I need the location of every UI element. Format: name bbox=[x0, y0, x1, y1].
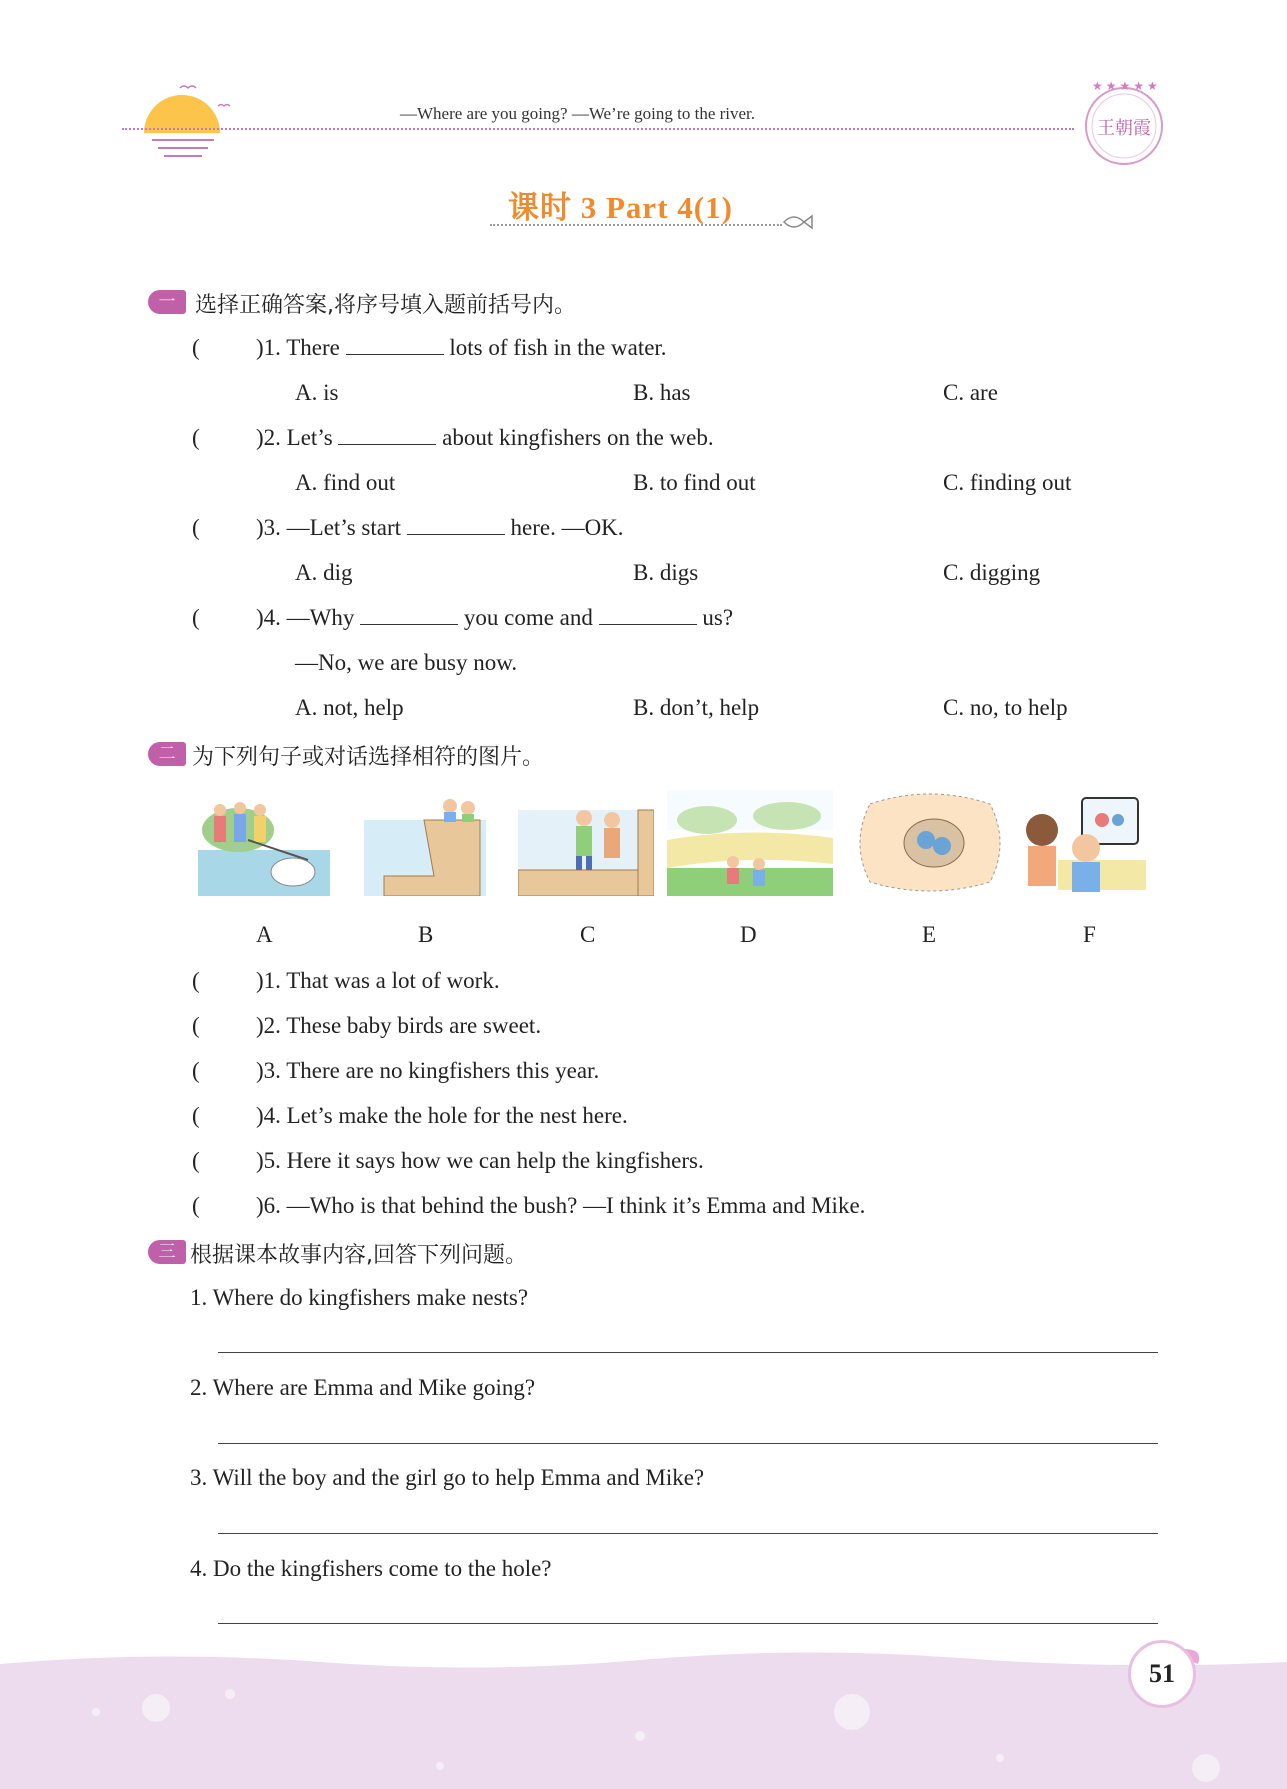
picture-label-f: F bbox=[1083, 922, 1096, 947]
picture-label-a: A bbox=[256, 922, 273, 947]
answer-bracket[interactable]: ( bbox=[192, 425, 200, 450]
option-a: A. not, help bbox=[295, 695, 404, 720]
section-badge-2: 二 bbox=[148, 742, 186, 766]
picture-b-cliff-scene bbox=[364, 790, 486, 896]
match-item-5: )5. Here it says how we can help the kingfishers. bbox=[256, 1148, 704, 1173]
option-b: B. has bbox=[633, 380, 691, 405]
question-4-reply: —No, we are busy now. bbox=[295, 650, 518, 675]
picture-f-computer-scene bbox=[1018, 790, 1146, 896]
option-a: A. is bbox=[295, 380, 339, 405]
open-question-1: 1. Where do kingfishers make nests? bbox=[190, 1285, 529, 1310]
picture-a-fishing-scene bbox=[198, 790, 330, 896]
open-question-4: 4. Do the kingfishers come to the hole? bbox=[190, 1556, 552, 1581]
picture-label-d: D bbox=[740, 922, 757, 947]
answer-bracket[interactable]: ( bbox=[192, 968, 200, 993]
picture-c-digging-scene bbox=[518, 790, 654, 896]
page-number: 51 bbox=[1128, 1640, 1196, 1708]
question-2: )2. Let’s about kingfishers on the web. bbox=[256, 425, 714, 450]
header-divider bbox=[122, 128, 1074, 130]
svg-text:★ ★ ★ ★ ★: ★ ★ ★ ★ ★ bbox=[1092, 79, 1158, 93]
answer-bracket[interactable]: ( bbox=[192, 605, 200, 630]
match-item-3: )3. There are no kingfishers this year. bbox=[256, 1058, 600, 1083]
match-item-4: )4. Let’s make the hole for the nest here. bbox=[256, 1103, 628, 1128]
answer-bracket[interactable]: ( bbox=[192, 335, 200, 360]
question-4: )4. —Why you come and us? bbox=[256, 605, 734, 630]
question-1: )1. There lots of fish in the water. bbox=[256, 335, 667, 360]
match-item-1: )1. That was a lot of work. bbox=[256, 968, 500, 993]
footer-wave-decoration bbox=[0, 1650, 1287, 1789]
section-instruction-2: 为下列句子或对话选择相符的图片。 bbox=[192, 745, 545, 770]
question-3: )3. —Let’s start here. —OK. bbox=[256, 515, 624, 540]
answer-line[interactable] bbox=[218, 1352, 1158, 1353]
option-a: A. find out bbox=[295, 470, 396, 495]
svg-text:王朝霞: 王朝霞 bbox=[1097, 118, 1151, 139]
option-b: B. digs bbox=[633, 560, 699, 585]
page-title: 课时 3 Part 4(1) bbox=[508, 190, 733, 225]
open-question-3: 3. Will the boy and the girl go to help Emma and Mike? bbox=[190, 1465, 705, 1490]
picture-label-e: E bbox=[922, 922, 937, 947]
publisher-logo bbox=[1078, 76, 1170, 168]
option-b: B. to find out bbox=[633, 470, 756, 495]
answer-bracket[interactable]: ( bbox=[192, 1013, 200, 1038]
section-badge-1: 一 bbox=[148, 290, 186, 314]
match-item-2: )2. These baby birds are sweet. bbox=[256, 1013, 542, 1038]
answer-line[interactable] bbox=[218, 1443, 1158, 1444]
section-instruction-3: 根据课本故事内容,回答下列问题。 bbox=[190, 1243, 527, 1268]
answer-line[interactable] bbox=[218, 1533, 1158, 1534]
match-item-6: )6. —Who is that behind the bush? —I think it’s Emma and Mike. bbox=[256, 1193, 866, 1218]
option-c: C. are bbox=[943, 380, 998, 405]
option-c: C. no, to help bbox=[943, 695, 1068, 720]
header-text: —Where are you going? —We’re going to the river. bbox=[400, 104, 756, 123]
answer-bracket[interactable]: ( bbox=[192, 515, 200, 540]
section-badge-3: 三 bbox=[148, 1240, 186, 1264]
picture-d-river-scene bbox=[667, 790, 833, 896]
fish-icon bbox=[780, 210, 816, 234]
option-c: C. finding out bbox=[943, 470, 1072, 495]
answer-bracket[interactable]: ( bbox=[192, 1103, 200, 1128]
section-instruction-1: 选择正确答案,将序号填入题前括号内。 bbox=[195, 293, 576, 318]
answer-bracket[interactable]: ( bbox=[192, 1193, 200, 1218]
option-b: B. don’t, help bbox=[633, 695, 760, 720]
answer-bracket[interactable]: ( bbox=[192, 1148, 200, 1173]
open-question-2: 2. Where are Emma and Mike going? bbox=[190, 1375, 536, 1400]
answer-line[interactable] bbox=[218, 1623, 1158, 1624]
picture-e-birds-nest-scene bbox=[850, 790, 1008, 896]
option-c: C. digging bbox=[943, 560, 1041, 585]
picture-label-c: C bbox=[580, 922, 596, 947]
picture-label-b: B bbox=[418, 922, 434, 947]
sunset-icon bbox=[122, 78, 242, 158]
title-underline bbox=[490, 224, 782, 226]
answer-bracket[interactable]: ( bbox=[192, 1058, 200, 1083]
option-a: A. dig bbox=[295, 560, 353, 585]
